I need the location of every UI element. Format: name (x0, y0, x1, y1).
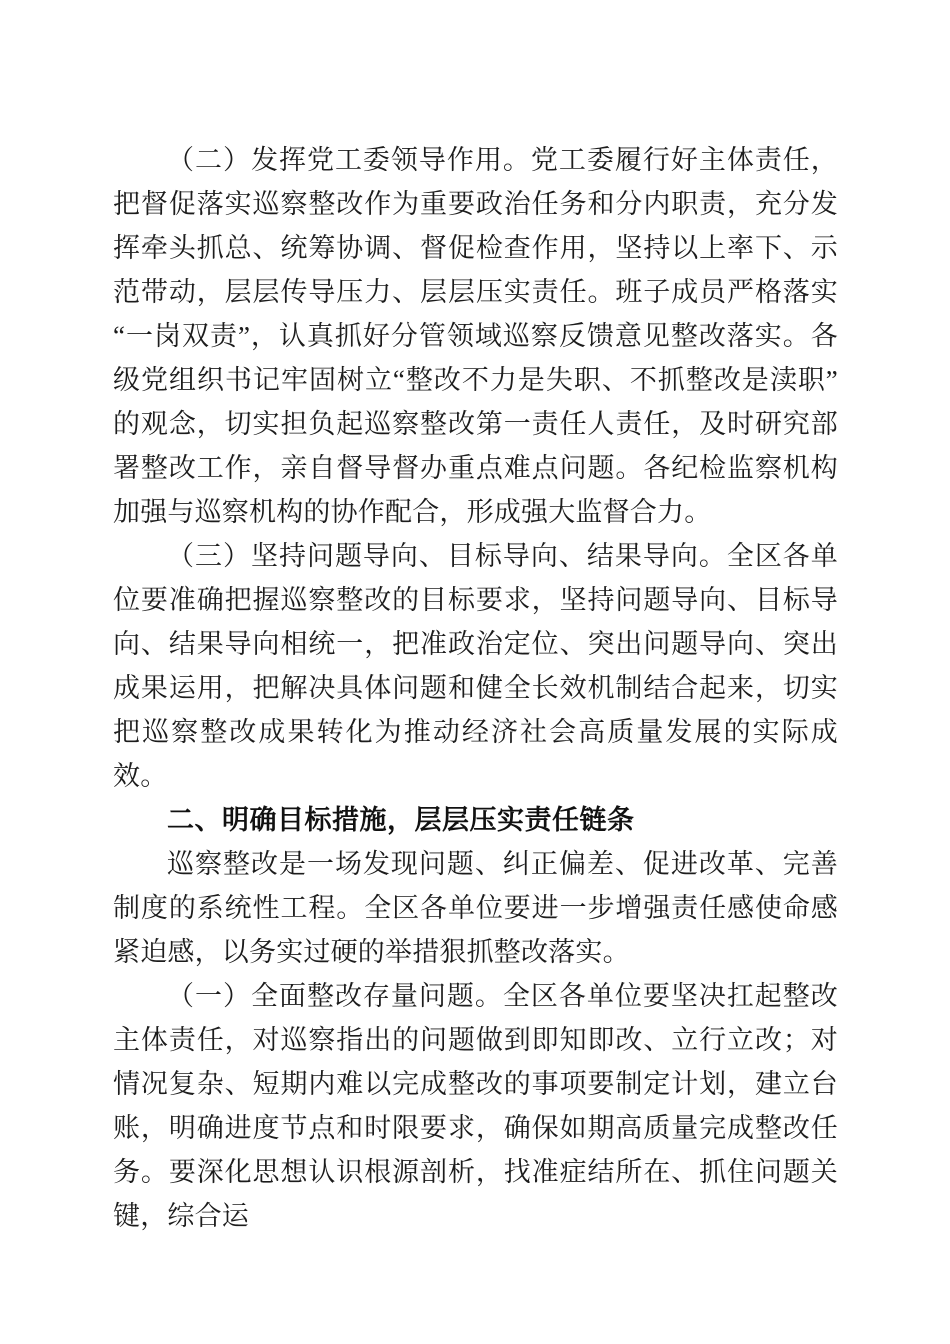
paragraph-item-2-lead: （二）发挥党工委领导作用。 (167, 145, 531, 175)
paragraph-item-2-text: 党工委履行好主体责任，把督促落实巡察整改作为重要政治任务和分内职责，充分发挥牵头抓总、统筹协调、督促检查作用，坚持以上率下、示范带动，层层传导压力、层层压实责任。班子成员严格落实“一岗双责”，认真抓好分管领域巡察反馈意见整改落实。各级党组织书记牢固树立“整改不力是失职、不抓整改是渎职”的观念，切实担负起巡察整改第一责任人责任，及时研究部署整改工作，亲自督导督办重点难点问题。各纪检监察机构加强与巡察机构的协作配合，形成强大监督合力。 (113, 145, 838, 527)
section-heading-2: 二、明确目标措施，层层压实责任链条 (167, 805, 635, 835)
paragraph-item-1-text: 全区各单位要坚决扛起整改主体责任，对巡察指出的问题做到即知即改、立行立改；对情况复杂、短期内难以完成整改的事项要制定计划，建立台账，明确进度节点和时限要求，确保如期高质量完成整改任务。要深化思想认识根源剖析，找准症结所在、抓住问题关键，综合运 (113, 981, 838, 1231)
paragraph-item-1-lead: （一）全面整改存量问题。 (167, 981, 503, 1011)
paragraph-item-3-lead: （三）坚持问题导向、目标导向、结果导向。 (167, 541, 727, 571)
paragraph-item-2 (113, 138, 838, 534)
paragraph-item-3-text: 全区各单位要准确把握巡察整改的目标要求，坚持问题导向、目标导向、结果导向相统一，把准政治定位、突出问题导向、突出成果运用，把解决具体问题和健全长效机制结合起来，切实把巡察整改成果转化为推动经济社会高质量发展的实际成效。 (113, 541, 839, 791)
section-intro-text: 巡察整改是一场发现问题、纠正偏差、促进改革、完善制度的系统性工程。全区各单位要进一步增强责任感使命感紧迫感，以务实过硬的举措狠抓整改落实。 (113, 849, 838, 967)
paragraph-item-3 (113, 534, 838, 798)
paragraph-item-1 (113, 974, 838, 1238)
section-intro-paragraph (113, 842, 838, 974)
